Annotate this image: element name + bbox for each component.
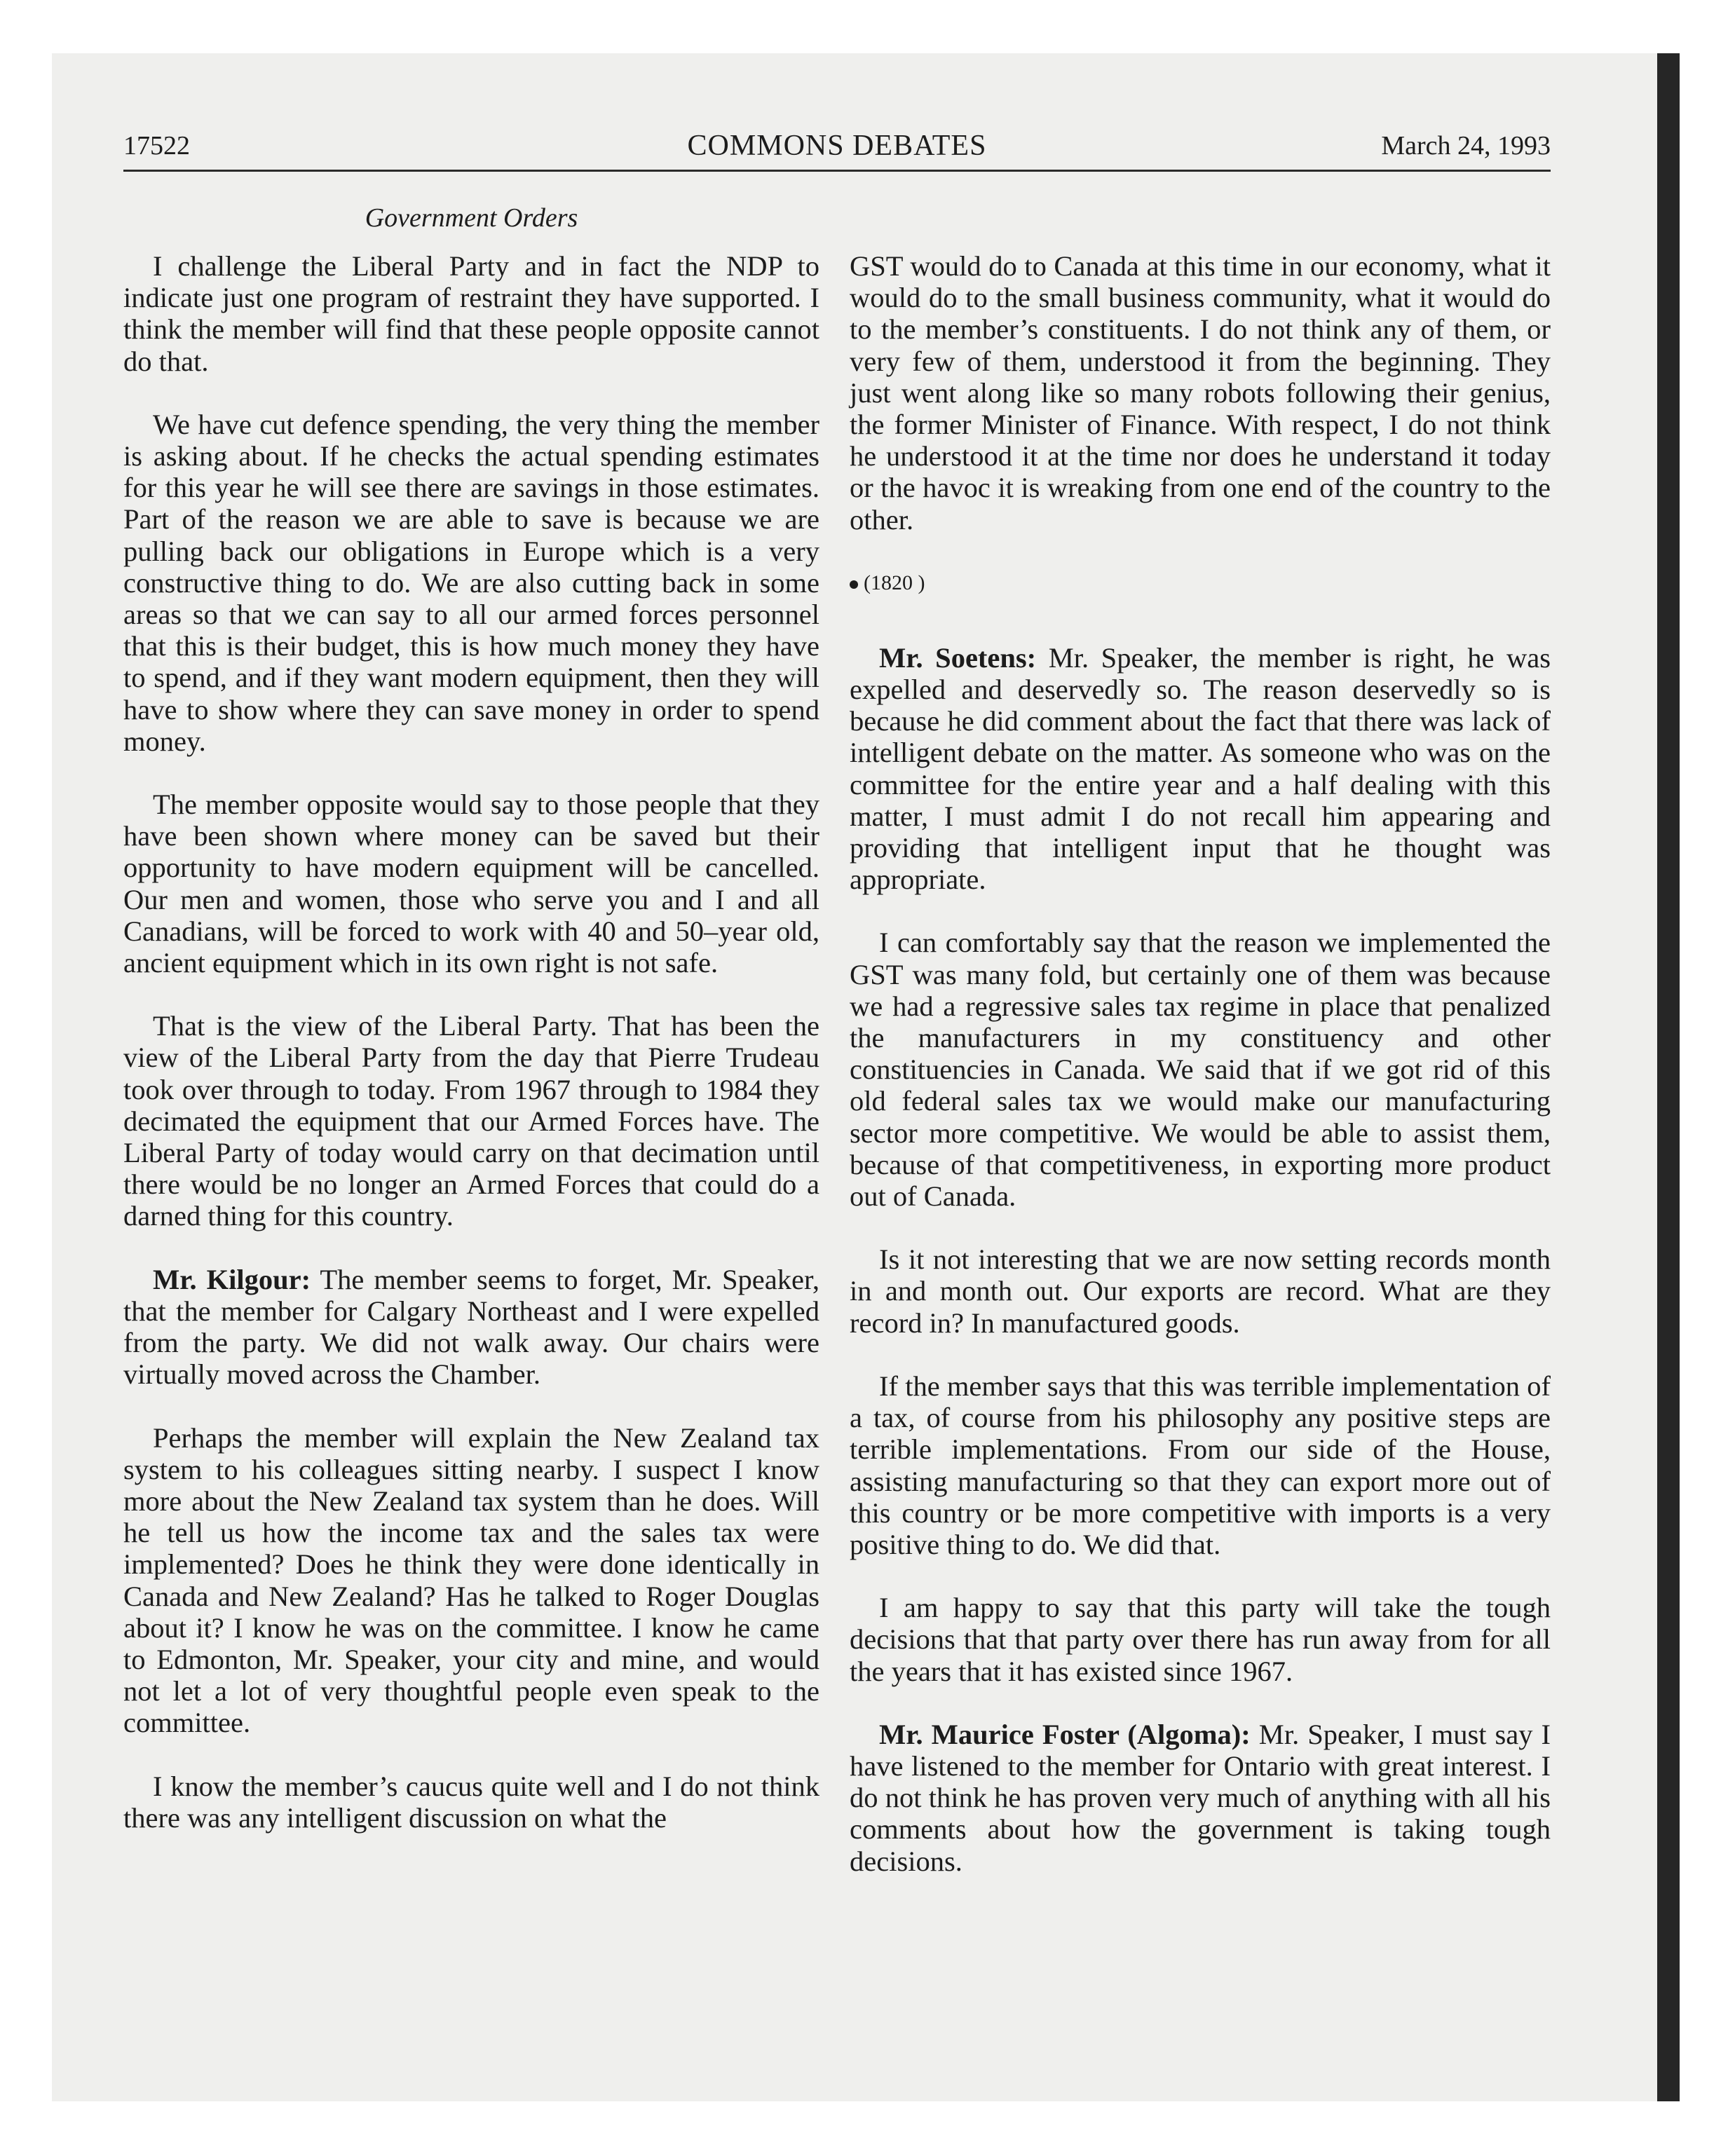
- speaker-name: Mr. Maurice Foster (Algoma):: [879, 1718, 1251, 1750]
- right-column: [850, 250, 1551, 1909]
- publication-date: March 24, 1993: [1381, 131, 1551, 161]
- paragraph-text: GST would do to Canada at this time in our economy, what it would do to the small business community, what it would do to the member’s constituents. I do not think any of them, or very few of them, understood it from the beginning. They just went along like so many robots following their genius, the former Minister of Finance. With respect, I do not think he understood it at the time nor does he understand it today or the havoc it is wreaking from one end of the country to the other.: [850, 250, 1551, 535]
- paragraph: [123, 250, 819, 377]
- paragraph-text: Is it not interesting that we are now setting records month in and month out. Our exports are record. What are they record in? In manufactured goods.: [850, 1243, 1551, 1339]
- scan-shadow-edge: [1657, 53, 1680, 2101]
- page-number: 17522: [123, 131, 190, 161]
- paragraph-text: If the member says that this was terrible implementation of a tax, of course from his philosophy any positive steps are terrible implementations. From our side of the House, assisting manufacturing so that they can export more out of this country or be more competitive with imports is a very positive thing to do. We did that.: [850, 1370, 1551, 1560]
- publication-title: COMMONS DEBATES: [687, 130, 987, 162]
- paragraph: [123, 789, 819, 978]
- paragraph: [850, 1370, 1551, 1560]
- paragraph: [123, 1422, 819, 1739]
- paragraph-text: That is the view of the Liberal Party. That has been the view of the Liberal Party from the day that Pierre Trudeau took over through to today. From 1967 through to 1984 they decimated the equipment that our Armed Forces have. The Liberal Party of today would carry on that decimation until there would be no longer an Armed Forces that could do a darned thing for this country.: [123, 1010, 819, 1232]
- paragraph-text: Perhaps the member will explain the New Zealand tax system to his colleagues sitting nearby. I suspect I know more about the New Zealand tax system than he does. Will he tell us how the income tax and the sales tax were implemented? Does he think they were done identically in Canada and New Zealand? Has he talked to Roger Douglas about it? I know he was on the committee. I know he came to Edmonton, Mr. Speaker, your city and mine, and would not let a lot of very thoughtful people even speak to the committee.: [123, 1421, 819, 1739]
- paragraph-text: The member opposite would say to those people that they have been shown where money can be saved but their opportunity to have modern equipment will be cancelled. Our men and women, those who serve you and I and all Canadians, will be forced to work with 40 and 50–year old, ancient equipment which in its own right is not safe.: [123, 789, 819, 979]
- paragraph: [123, 409, 819, 757]
- speaker-name: Mr. Kilgour:: [153, 1263, 311, 1295]
- continued-paragraph: [850, 250, 1551, 535]
- paragraph-text: Mr. Speaker, the member is right, he was expelled and deservedly so. The reason deservedly so is because he did comment about the fact that there was lack of intelligent debate on the matter. As someone who was on the committee for the entire year and a half dealing with this matter, I must admit I do not recall him appearing and providing that intelligent input that he thought was appropriate.: [850, 641, 1551, 896]
- paragraph-text: I can comfortably say that the reason we implemented the GST was many fold, but certainly one of them was because we had a regressive sales tax regime in place that penalized the manufacturers in my constituency and other constituencies in Canada. We said that if we got rid of this old federal sales tax we would make our manufacturing sector more competitive. We would be able to assist them, because of that competitiveness, in exporting more product out of Canada.: [850, 927, 1551, 1213]
- paragraph: [123, 1770, 819, 1834]
- section-heading: Government Orders: [365, 203, 578, 233]
- paragraph-text: We have cut defence spending, the very thing the member is asking about. If he checks the actual spending estimates for this year he will see there are savings in those estimates. Part of the reason we are able to save is because we are pulling back our obligations in Europe which is a very constructive thing to do. We are also cutting back in some areas so that we can say to all our armed forces personnel that this is their budget, this is how much money they have to spend, and if they want modern equipment, then they will have to show where they can save money in order to spend money.: [123, 408, 819, 757]
- paragraph: [850, 1592, 1551, 1687]
- speech-paragraph: [850, 1719, 1551, 1877]
- speech-paragraph: [850, 642, 1551, 896]
- running-header: [123, 123, 1551, 172]
- left-column: [123, 250, 819, 1865]
- paragraph-text: The member seems to forget, Mr. Speaker, that the member for Calgary Northeast and I were expelled from the party. We did not walk away. Our chairs were virtually moved across the Chamber.: [123, 1263, 819, 1391]
- paragraph-text: Mr. Speaker, I must say I have listened to the member for Ontario with great interest. I do not think he has proven very much of anything with all his comments about how the government is taking tough decisions.: [850, 1718, 1551, 1877]
- paragraph-text: I am happy to say that this party will take the tough decisions that that party over there has run away from for all the years that it has existed since 1967.: [850, 1592, 1551, 1687]
- timestamp-marker: [850, 567, 1551, 599]
- paragraph: [850, 1243, 1551, 1339]
- speech-paragraph: [123, 1264, 819, 1391]
- paragraph: [123, 1010, 819, 1231]
- bullet-icon: [850, 580, 858, 589]
- paragraph-text: I challenge the Liberal Party and in fact the NDP to indicate just one program of restraint they have supported. I think the member will find that these people opposite cannot do that.: [123, 250, 819, 377]
- paragraph-text: I know the member’s caucus quite well and I do not think there was any intelligent discussion on what the: [123, 1770, 819, 1834]
- speaker-name: Mr. Soetens:: [879, 641, 1037, 674]
- timestamp-text: (1820 ): [864, 571, 925, 594]
- paragraph: [850, 927, 1551, 1212]
